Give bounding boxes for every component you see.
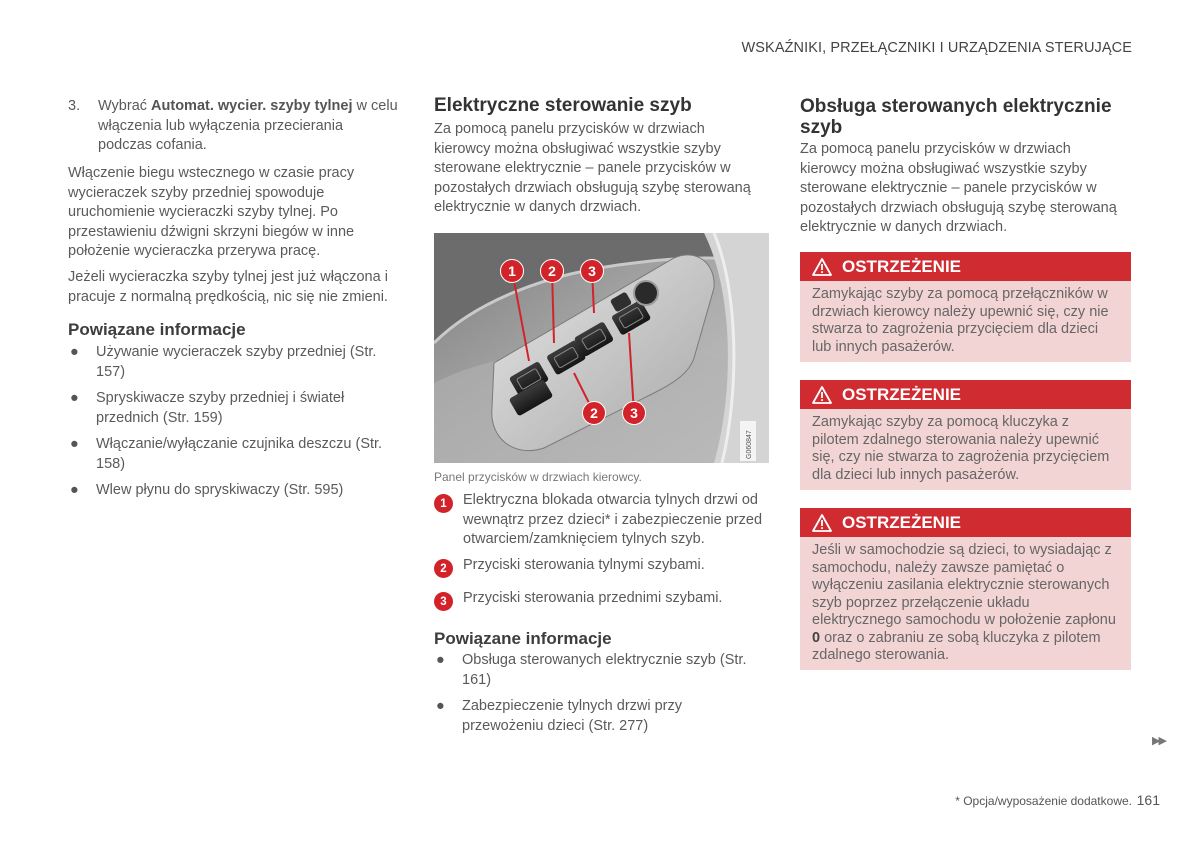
callout-2-top: 2 [540, 259, 564, 283]
callout-1: 1 [500, 259, 524, 283]
warning-header [800, 252, 1131, 281]
legend-item-2 [434, 556, 774, 578]
legend-text: Przyciski sterowania przednimi szybami. [463, 590, 723, 606]
related-link[interactable]: ● Spryskiwacze szyby przedniej i świateł przednich (Str. 159) [70, 390, 345, 426]
legend-number: 2 [434, 559, 453, 578]
warning-label: OSTRZEŻENIE [842, 256, 962, 276]
warning-text: Zamykając szyby za pomocą kluczyka z pilotem zdalnego sterowania należy upewnić się, czy nie stwarza to zagrożenia przycięciem dla dzieci lub innych pasażerów. [812, 414, 1110, 483]
related-link[interactable]: ● Wlew płynu do spryskiwaczy (Str. 595) [70, 482, 344, 498]
related-info-heading-left: Powiązane informacje [68, 320, 246, 339]
callout-3-bottom: 3 [622, 401, 646, 425]
step-3 [68, 97, 398, 156]
running-header: WSKAŹNIKI, PRZEŁĄCZNIKI I URZĄDZENIA STERUJĄCE [741, 40, 1132, 56]
warning-header [800, 380, 1131, 409]
image-code: G060847 [746, 430, 753, 459]
door-panel-photo [434, 233, 769, 463]
warning-box-3 [800, 508, 1131, 670]
legend-number: 1 [434, 494, 453, 513]
menu-option-name: Automat. wycier. szyby tylnej [151, 98, 353, 114]
warning-text: Zamykając szyby za pomocą przełączników w drzwiach kierowcy należy upewnić się, czy nie stwarza to zagrożenia przycięciem dla dzieci lub innych pasażerów. [812, 286, 1109, 355]
power-windows-intro: Za pomocą panelu przycisków w drzwiach kierowcy można obsługiwać wszystkie szyby sterowane elektrycznie – panele przycisków w pozostałych drzwiach obsługują szybę sterowaną elektrycznie w danych drzwiach. [434, 121, 751, 215]
warning-box-1 [800, 252, 1131, 362]
warning-box-2 [800, 380, 1131, 490]
warning-label: OSTRZEŻENIE [842, 384, 962, 404]
related-link[interactable]: ● Używanie wycieraczek szyby przedniej (Str. 157) [70, 344, 377, 380]
legend-item-3 [434, 589, 774, 611]
normal-speed-paragraph: Jeżeli wycieraczka szyby tylnej jest już włączona i pracuje z normalną prędkością, nic się nie zmieni. [68, 269, 388, 305]
warning-triangle-icon [812, 257, 832, 277]
warning-triangle-icon [812, 385, 832, 405]
reverse-gear-paragraph: Włączenie biegu wstecznego w czasie pracy wycieraczek szyby przedniej spowoduje uruchomienie wycieraczki szyby tylnej. Po przestawieniu dźwigni skrzyni biegów w inne położenie wycieraczka przerywa pracę. [68, 165, 355, 259]
callout-3-top: 3 [580, 259, 604, 283]
related-info-list-left [68, 343, 398, 508]
callout-2-bottom: 2 [582, 401, 606, 425]
ignition-position: 0 [812, 629, 821, 646]
step-number: 3. [68, 98, 81, 114]
operation-intro: Za pomocą panelu przycisków w drzwiach kierowcy można obsługiwać wszystkie szyby sterowane elektrycznie – panele przycisków w pozostałych drzwiach obsługują szybę sterowaną elektrycznie w danych drzwiach. [800, 141, 1117, 235]
legend-text: Przyciski sterowania tylnymi szybami. [463, 557, 705, 573]
step-text: Wybrać Automat. wycier. szyby tylnej w celu włączenia lub wyłączenia przecierania podczas cofania. [98, 98, 398, 153]
related-link[interactable]: ● Włączanie/wyłączanie czujnika deszczu (Str. 158) [70, 436, 383, 472]
related-link[interactable]: ● Zabezpieczenie tylnych drzwi przy przewożeniu dzieci (Str. 277) [436, 698, 683, 734]
legend-item-1 [434, 491, 774, 551]
section-title-power-windows: Elektryczne sterowanie szyb [434, 95, 692, 116]
section-title-operation: Obsługa sterowanych elektrycznie szyb [800, 96, 1112, 138]
related-info-heading-middle: Powiązane informacje [434, 629, 612, 648]
legend-number: 3 [434, 592, 453, 611]
warning-header [800, 508, 1131, 537]
warning-triangle-icon [812, 513, 832, 533]
related-info-list-middle [434, 651, 764, 743]
double-chevron-right-icon[interactable]: ▶▶ [1152, 735, 1165, 747]
warning-text: Jeśli w samochodzie są dzieci, to wysiadając z samochodu, należy zawsze pamiętać o wyłączeniu zasilania elektrycznie sterowanych szyb poprzez przełączenie układu elektrycznego samochodu w położenie zapłonu 0 oraz o zabraniu ze sobą kluczyka z pilotem zdalnego sterowania. [812, 542, 1116, 663]
photo-caption: Panel przycisków w drzwiach kierowcy. [434, 470, 642, 484]
footnote: * Opcja/wyposażenie dodatkowe. [955, 794, 1132, 808]
legend-text: Elektryczna blokada otwarcia tylnych drzwi od wewnątrz przez dzieci* i zabezpieczenie przed otwarciem/zamknięciem tylnych szyb. [463, 492, 763, 547]
warning-label: OSTRZEŻENIE [842, 512, 962, 532]
page-number: 161 [1136, 792, 1160, 808]
related-link[interactable]: ● Obsługa sterowanych elektrycznie szyb (Str. 161) [436, 652, 747, 688]
